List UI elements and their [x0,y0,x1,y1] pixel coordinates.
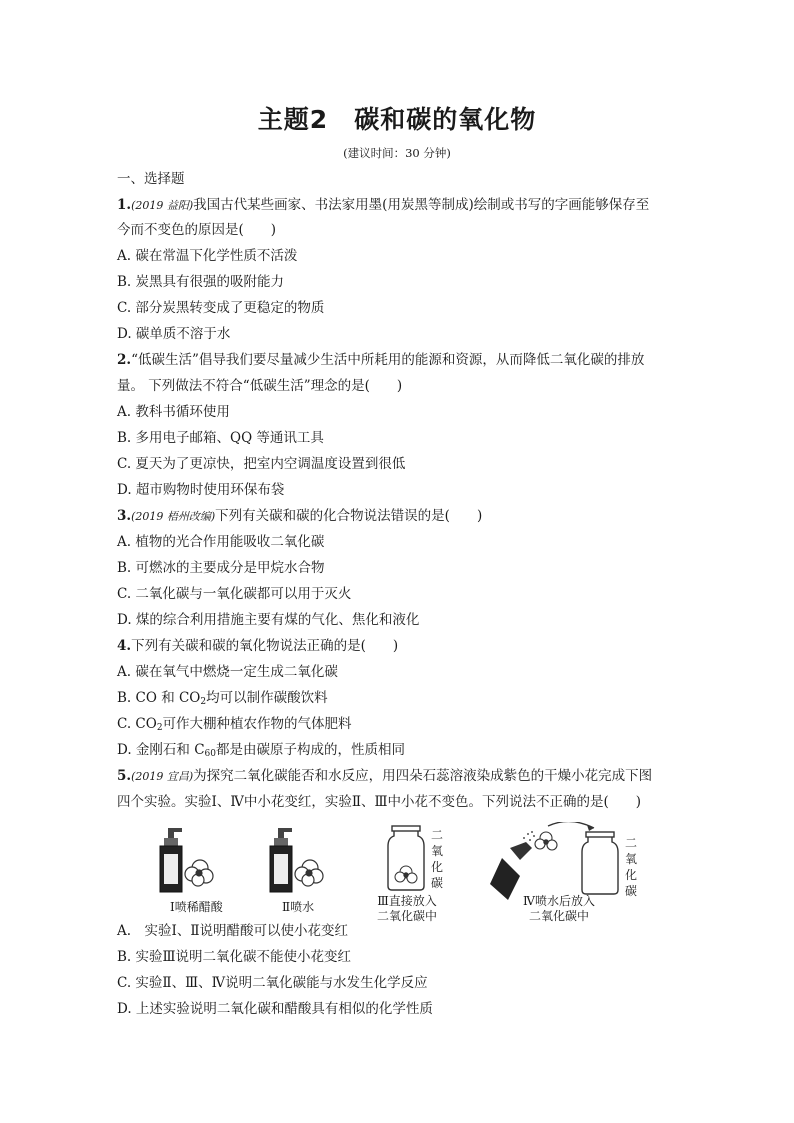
spray-bottle-4-icon [490,842,532,900]
experiment-figure [140,822,680,922]
question-2 [117,351,644,369]
gas-jar-3-icon [388,826,424,890]
caption-4 [523,894,595,924]
q4-option-b [117,689,328,711]
transfer-arrow-icon [548,822,594,828]
q3-option-c: C. 二氧化碳与一氧化碳都可以用于灭火 [117,586,352,602]
option-text: 可作大棚种植农作物的气体肥料 [162,716,352,732]
option-text: C. CO [117,716,157,732]
question-number: 2. [117,352,132,368]
question-5-cont: 四个实验。实验Ⅰ、Ⅳ中小花变红，实验Ⅱ、Ⅲ中小花不变色。下列说法不正确的是( ) [117,794,642,810]
q4-option-c [117,715,352,737]
question-source: (2019 宜昌) [131,770,194,783]
question-source: (2019 梧州改编) [131,510,216,523]
flower-2-icon [295,860,323,886]
question-source: (2019 益阳) [131,199,194,212]
title-topic: 主题2 [257,105,329,134]
q5-option-a: A. 实验Ⅰ、Ⅱ说明醋酸可以使小花变红 [117,923,349,939]
question-4 [117,637,398,655]
question-number: 1. [117,197,132,213]
q5-option-b: B. 实验Ⅲ说明二氧化碳不能使小花变红 [117,949,352,965]
option-text: B. CO 和 CO [117,690,201,706]
caption-3-line-2: 二氧化碳中 [377,909,438,923]
caption-4-line-1: Ⅳ喷水后放入 [523,894,595,908]
caption-3-line-1: Ⅲ直接放入 [377,894,437,908]
q2-option-a: A. 教科书循环使用 [117,404,230,420]
q1-option-d: D. 碳单质不溶于水 [117,326,231,342]
spray-dots-icon [523,831,535,841]
q1-option-c: C. 部分炭黑转变成了更稳定的物质 [117,300,325,316]
question-3 [117,507,482,526]
option-text: D. 金刚石和 C [117,742,205,758]
subscript: 2 [200,697,207,707]
spray-bottle-1-icon [160,828,182,892]
option-text: 均可以制作碳酸饮料 [206,690,328,706]
q1-option-b: B. 炭黑具有很强的吸附能力 [117,274,285,290]
question-text: 下列有关碳和碳的化合物说法错误的是( ) [215,508,483,524]
subscript: 2 [156,723,163,733]
flower-4-icon [535,832,557,850]
gas-label-char: 碳 [430,876,443,890]
caption-4-line-2: 二氧化碳中 [528,909,589,923]
gas-label-char: 二 [430,828,443,842]
q3-option-d: D. 煤的综合利用措施主要有煤的气化、焦化和液化 [117,612,420,628]
question-1 [117,196,649,215]
gas-label-char: 碳 [624,884,637,898]
flower-3-icon [395,866,417,883]
question-2-cont: 量。 下列做法不符合“低碳生活”理念的是( ) [117,378,403,394]
gas-label-char: 化 [624,868,637,882]
q3-option-a: A. 植物的光合作用能吸收二氧化碳 [117,534,325,550]
gas-label-char: 化 [430,860,443,874]
option-text: 都是由碳原子构成的，性质相同 [216,742,405,758]
caption-1: Ⅰ喷稀醋酸 [170,900,223,914]
question-number: 4. [117,638,132,654]
gas-label-char: 氧 [624,852,637,866]
question-number: 3. [117,508,132,524]
q2-option-c: C. 夏天为了更凉快，把室内空调温度设置到很低 [117,456,406,472]
question-text: 我国古代某些画家、书法家用墨(用炭黑等制成)绘制或书写的字画能够保存至 [193,197,650,213]
page-title [0,100,794,136]
subscript: 60 [204,749,216,759]
gas-label-char: 氧 [430,844,443,858]
question-text: 下列有关碳和碳的氧化物说法正确的是( ) [131,638,399,654]
q3-option-b: B. 可燃冰的主要成分是甲烷水合物 [117,560,325,576]
q5-option-c: C. 实验Ⅱ、Ⅲ、Ⅳ说明二氧化碳能与水发生化学反应 [117,975,428,991]
q2-option-b: B. 多用电子邮箱、QQ 等通讯工具 [117,430,324,446]
gas-jar-4-icon [582,832,618,894]
caption-2: Ⅱ喷水 [282,900,315,914]
question-1-cont: 今而不变色的原因是( ) [117,222,277,238]
gas-label-char: 二 [624,836,637,850]
flower-1-icon [185,860,213,886]
q4-option-a: A. 碳在氧气中燃烧一定生成二氧化碳 [117,664,338,680]
q5-option-d: D. 上述实验说明二氧化碳和醋酸具有相似的化学性质 [117,1001,433,1017]
q4-option-d [117,741,405,763]
title-subject: 碳和碳的氧化物 [354,105,537,134]
question-text: 为探究二氧化碳能否和水反应，用四朵石蕊溶液染成紫色的干燥小花完成下图 [193,768,653,784]
question-5 [117,767,652,786]
caption-3 [377,894,437,924]
question-text: “低碳生活”倡导我们要尽量减少生活中所耗用的能源和资源，从而降低二氧化碳的排放 [131,352,645,368]
q1-option-a: A. 碳在常温下化学性质不活泼 [117,248,298,264]
section-heading: 一、选择题 [117,171,185,187]
question-number: 5. [117,768,132,784]
spray-bottle-2-icon [270,828,292,892]
q2-option-d: D. 超市购物时使用环保布袋 [117,482,285,498]
suggested-time: (建议时间：30 分钟) [343,146,451,160]
